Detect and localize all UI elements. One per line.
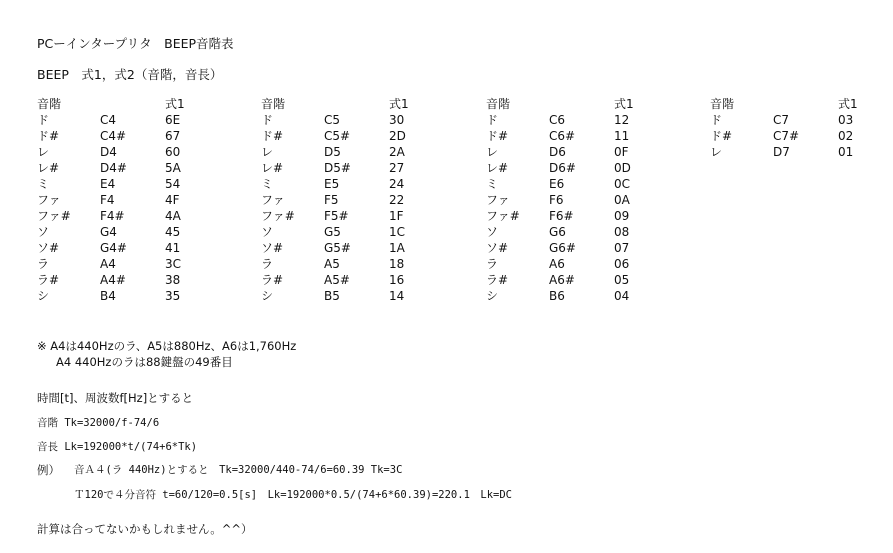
note-name: E4 xyxy=(100,177,116,191)
scale-name: ド xyxy=(261,113,274,127)
hex-value: 0D xyxy=(614,161,631,175)
note-name: E6 xyxy=(549,177,565,191)
note-name: G6# xyxy=(549,241,576,255)
hex-value: 1F xyxy=(389,209,404,223)
hex-value: 41 xyxy=(165,241,181,255)
scale-name: ソ xyxy=(37,225,50,239)
hex-value: 12 xyxy=(614,113,630,127)
note-name: D5 xyxy=(324,145,341,159)
scale-name: ラ xyxy=(37,257,50,271)
header-scale: 音階 xyxy=(486,97,511,111)
page-subtitle: BEEP 式1，式2（音階，音長） xyxy=(37,67,223,82)
hex-value: 14 xyxy=(389,289,405,303)
scale-name: ラ# xyxy=(37,273,60,287)
note-name: F4# xyxy=(100,209,125,223)
note-name: C7# xyxy=(773,129,800,143)
hex-value: 09 xyxy=(614,209,630,223)
header-formula1: 式1 xyxy=(838,97,858,111)
scale-name: レ xyxy=(261,145,274,159)
scale-name: ラ# xyxy=(261,273,284,287)
header-scale: 音階 xyxy=(710,97,735,111)
scale-name: ラ xyxy=(261,257,274,271)
hex-value: 4A xyxy=(165,209,181,223)
note-name: A5 xyxy=(324,257,340,271)
hex-value: 01 xyxy=(838,145,854,159)
note-keyboard: A4 440Hzのラは88鍵盤の49番目 xyxy=(56,355,233,369)
scale-name: ラ xyxy=(486,257,499,271)
note-name: D6 xyxy=(549,145,566,159)
scale-name: ソ xyxy=(486,225,499,239)
scale-name: レ# xyxy=(261,161,284,175)
note-name: B4 xyxy=(100,289,116,303)
scale-name: ファ xyxy=(37,193,61,207)
scale-name: ソ# xyxy=(486,241,509,255)
note-name: C5# xyxy=(324,129,351,143)
note-name: C7 xyxy=(773,113,790,127)
header-scale: 音階 xyxy=(37,97,62,111)
scale-name: レ xyxy=(37,145,50,159)
formula-intro: 時間[t]、周波数f[Hz]とすると xyxy=(37,391,194,405)
scale-name: ミ xyxy=(486,177,499,191)
scale-name: レ# xyxy=(486,161,509,175)
scale-name: レ xyxy=(710,145,723,159)
formula-length: 音長 Lk=192000*t/(74+6*Tk) xyxy=(37,441,198,453)
hex-value: 35 xyxy=(165,289,181,303)
note-name: B6 xyxy=(549,289,565,303)
note-name: C4 xyxy=(100,113,117,127)
hex-value: 0F xyxy=(614,145,629,159)
hex-value: 0C xyxy=(614,177,631,191)
scale-name: ド# xyxy=(486,129,509,143)
hex-value: 4F xyxy=(165,193,180,207)
hex-value: 08 xyxy=(614,225,630,239)
hex-value: 5A xyxy=(165,161,181,175)
header-formula1: 式1 xyxy=(614,97,634,111)
header-formula1: 式1 xyxy=(165,97,185,111)
note-name: G4 xyxy=(100,225,117,239)
hex-value: 24 xyxy=(389,177,405,191)
scale-name: シ xyxy=(486,289,499,303)
scale-name: ファ xyxy=(261,193,285,207)
scale-name: ソ xyxy=(261,225,274,239)
scale-name: ファ xyxy=(486,193,510,207)
hex-value: 22 xyxy=(389,193,405,207)
scale-name: ミ xyxy=(37,177,50,191)
hex-value: 2D xyxy=(389,129,406,143)
note-name: C6 xyxy=(549,113,566,127)
note-name: A6# xyxy=(549,273,575,287)
hex-value: 05 xyxy=(614,273,630,287)
note-name: F6 xyxy=(549,193,564,207)
note-name: F4 xyxy=(100,193,115,207)
note-name: E5 xyxy=(324,177,340,191)
scale-name: ソ# xyxy=(37,241,60,255)
formula-pitch: 音階 Tk=32000/f-74/6 xyxy=(37,417,160,429)
scale-name: レ xyxy=(486,145,499,159)
note-name: F6# xyxy=(549,209,574,223)
hex-value: 38 xyxy=(165,273,181,287)
note-name: A4# xyxy=(100,273,126,287)
example-label: 例） xyxy=(37,463,60,477)
hex-value: 06 xyxy=(614,257,630,271)
note-name: D4 xyxy=(100,145,117,159)
scale-name: ファ# xyxy=(261,209,295,223)
hex-value: 2A xyxy=(389,145,405,159)
note-name: C6# xyxy=(549,129,576,143)
header-scale: 音階 xyxy=(261,97,286,111)
note-name: D5# xyxy=(324,161,351,175)
example-pitch: 音Ａ４(ラ 440Hz)とすると Tk=32000/440-74/6=60.39 Tk=3C xyxy=(74,464,403,476)
scale-name: ド xyxy=(486,113,499,127)
hex-value: 30 xyxy=(389,113,405,127)
note-name: G4# xyxy=(100,241,127,255)
hex-value: 11 xyxy=(614,129,630,143)
note-name: G5# xyxy=(324,241,351,255)
scale-name: ファ# xyxy=(37,209,71,223)
page-title: PCーインタープリタ BEEP音階表 xyxy=(37,36,234,51)
scale-name: ソ# xyxy=(261,241,284,255)
hex-value: 6E xyxy=(165,113,181,127)
note-name: B5 xyxy=(324,289,340,303)
scale-name: シ xyxy=(37,289,50,303)
hex-value: 54 xyxy=(165,177,181,191)
hex-value: 0A xyxy=(614,193,630,207)
note-name: A4 xyxy=(100,257,116,271)
example-length: Ｔ120で４分音符 t=60/120=0.5[s] Lk=192000*0.5/(74+6*60.39)=220.1 Lk=DC xyxy=(74,489,513,501)
scale-name: ド# xyxy=(710,129,733,143)
note-name: A5# xyxy=(324,273,350,287)
scale-name: ド# xyxy=(37,129,60,143)
scale-name: ド xyxy=(710,113,723,127)
note-name: D6# xyxy=(549,161,576,175)
hex-value: 03 xyxy=(838,113,854,127)
hex-value: 02 xyxy=(838,129,854,143)
note-frequency: ※ A4は440Hzのラ、A5は880Hz、A6は1,760Hz xyxy=(37,339,297,353)
hex-value: 60 xyxy=(165,145,181,159)
hex-value: 45 xyxy=(165,225,181,239)
note-name: G6 xyxy=(549,225,566,239)
scale-name: ド xyxy=(37,113,50,127)
note-name: F5 xyxy=(324,193,339,207)
scale-name: シ xyxy=(261,289,274,303)
note-name: G5 xyxy=(324,225,341,239)
hex-value: 27 xyxy=(389,161,405,175)
note-name: D4# xyxy=(100,161,127,175)
hex-value: 18 xyxy=(389,257,405,271)
note-name: C4# xyxy=(100,129,127,143)
hex-value: 3C xyxy=(165,257,182,271)
note-name: D7 xyxy=(773,145,790,159)
hex-value: 07 xyxy=(614,241,630,255)
scale-name: ラ# xyxy=(486,273,509,287)
scale-name: レ# xyxy=(37,161,60,175)
scale-name: ファ# xyxy=(486,209,520,223)
scale-name: ミ xyxy=(261,177,274,191)
hex-value: 1A xyxy=(389,241,405,255)
hex-value: 1C xyxy=(389,225,406,239)
hex-value: 67 xyxy=(165,129,181,143)
footer-note: 計算は合ってないかもしれません。^^） xyxy=(37,522,253,536)
note-name: F5# xyxy=(324,209,349,223)
hex-value: 16 xyxy=(389,273,405,287)
header-formula1: 式1 xyxy=(389,97,409,111)
scale-name: ド# xyxy=(261,129,284,143)
note-name: A6 xyxy=(549,257,565,271)
hex-value: 04 xyxy=(614,289,630,303)
note-name: C5 xyxy=(324,113,341,127)
